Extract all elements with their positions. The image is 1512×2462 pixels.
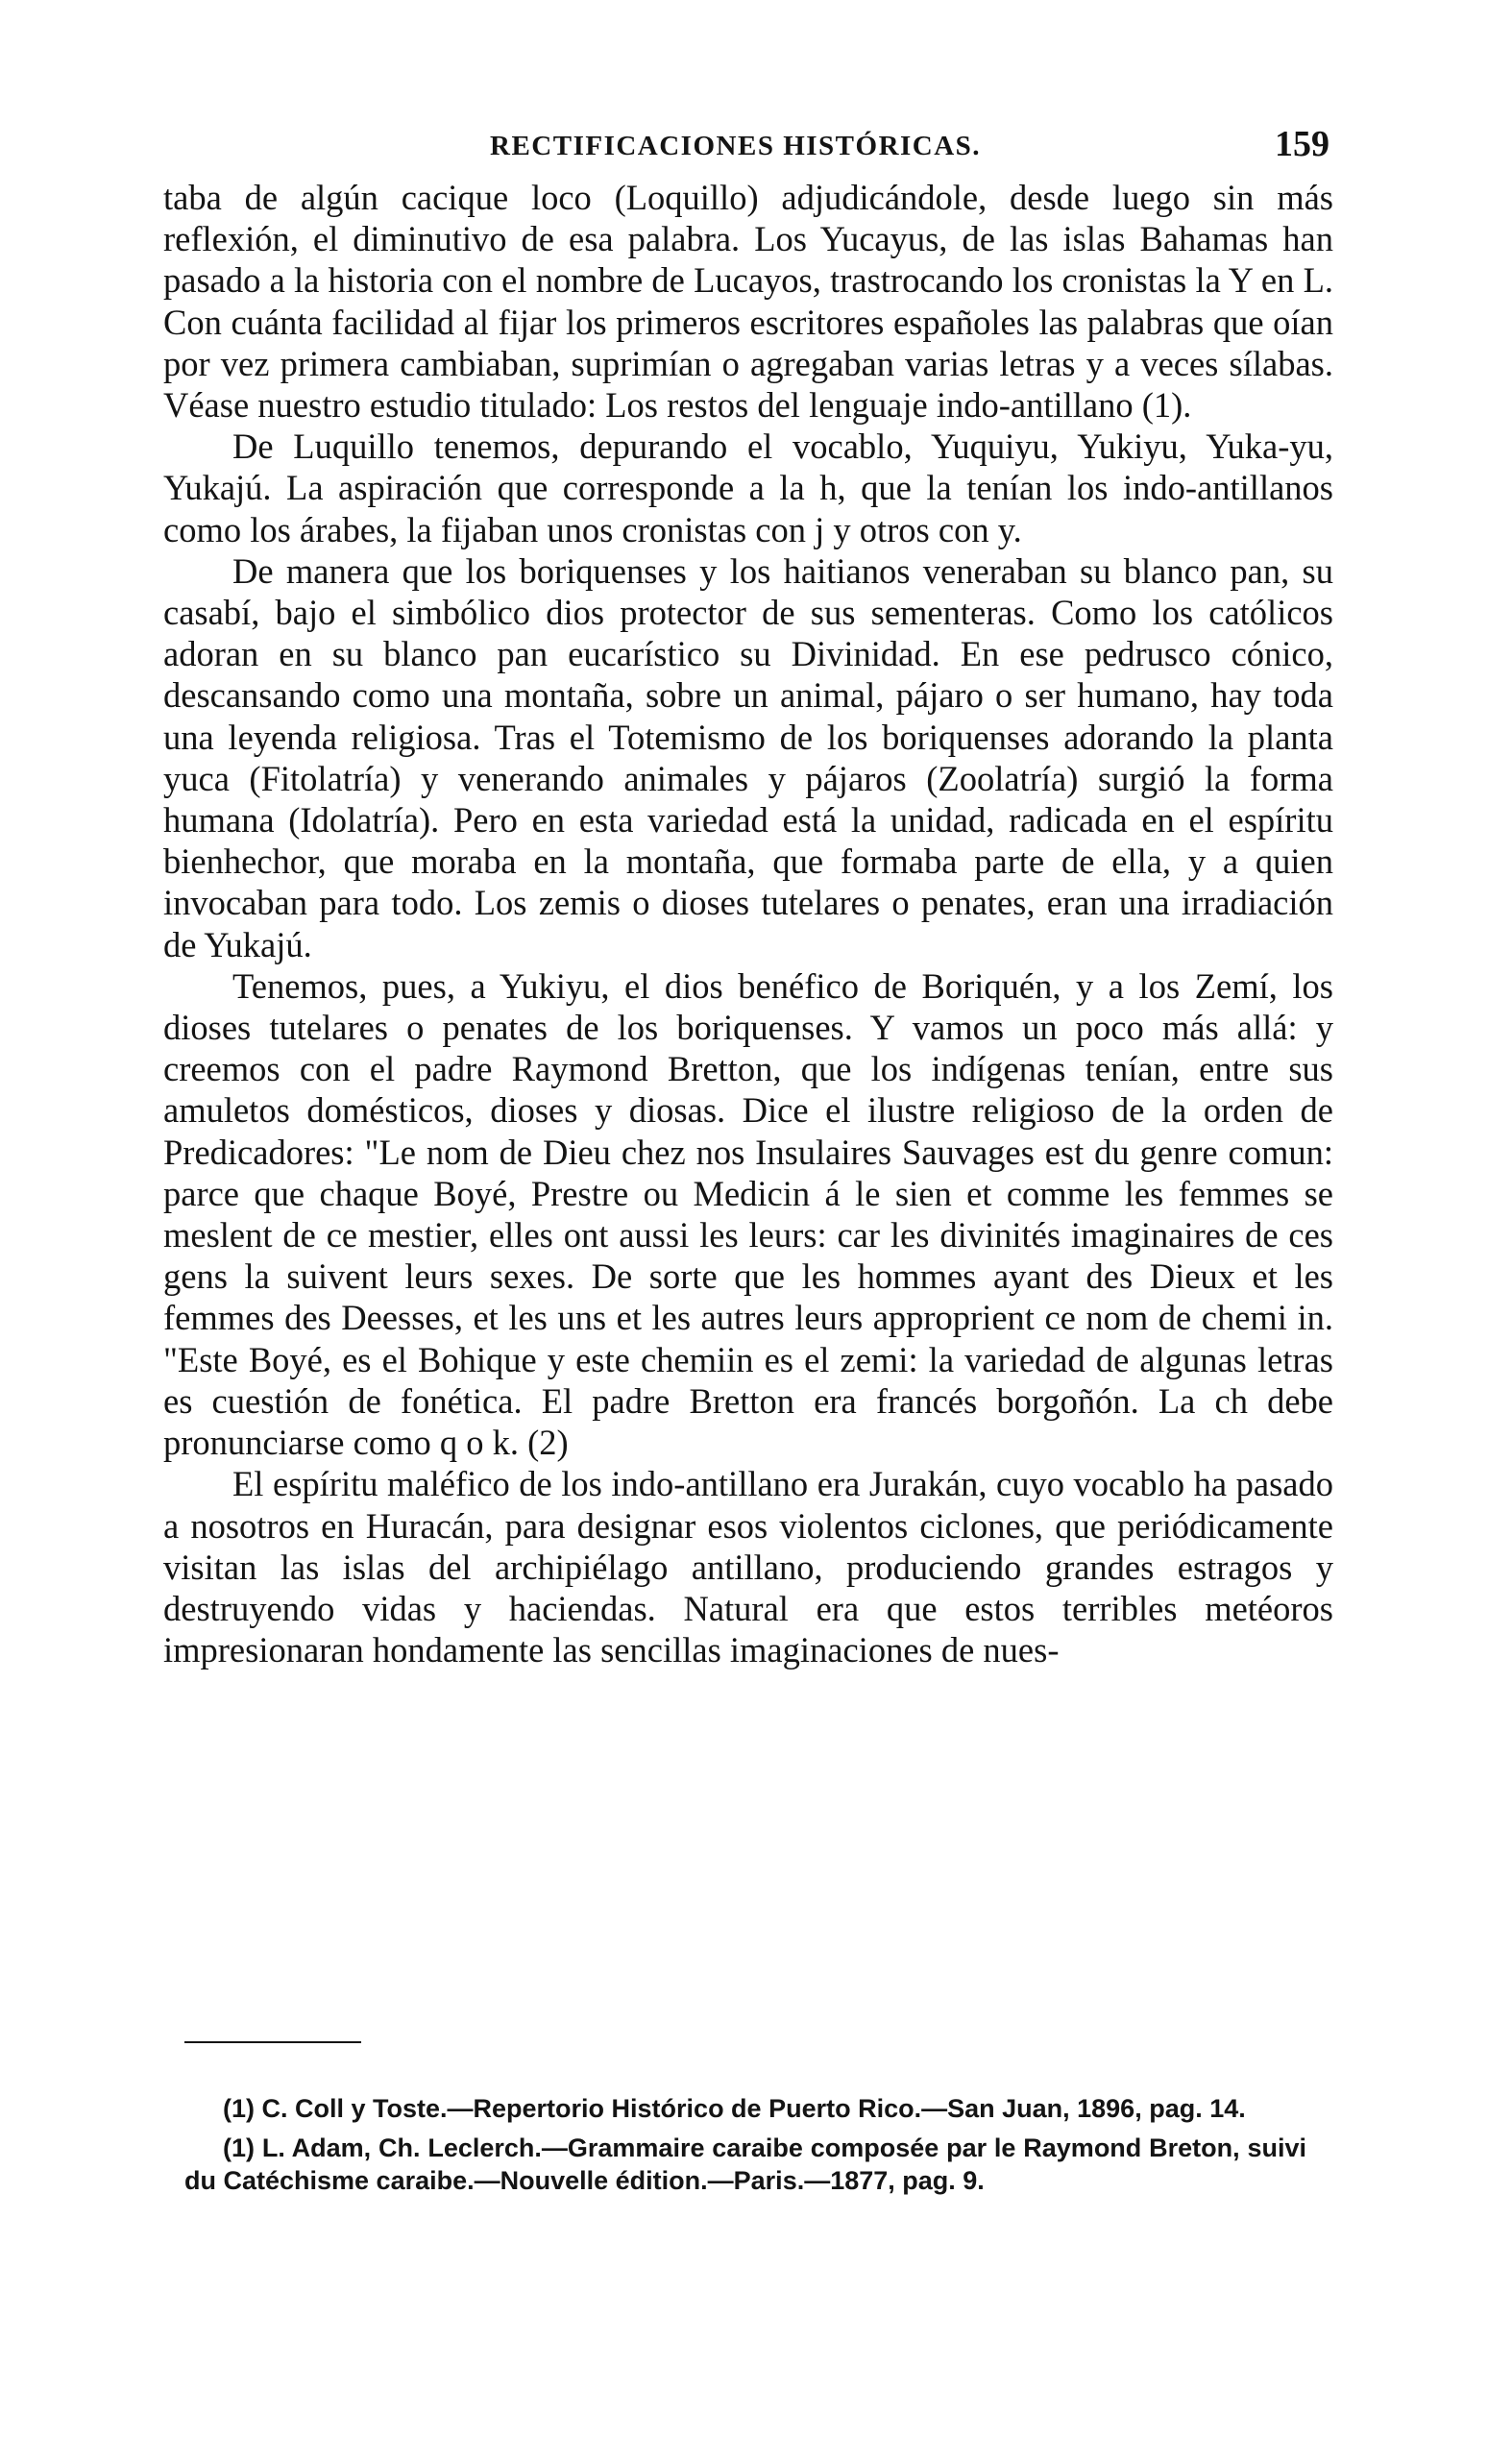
footnote-1: (1) C. Coll y Toste.—Repertorio Histórico de Puerto Rico.—San Juan, 1896, pag. 14. — [223, 2094, 1246, 2123]
paragraph-yukiyu: Tenemos, pues, a Yukiyu, el dios benéfico de Boriquén, y a los Zemí, los dioses tutelares o penates de los boriquenses. Y vamos un poco más allá: y creemos con el padre Raymond Bretton, que los indígenas tenían, entre sus amuletos domésticos, dioses y diosas. Dice el ilustre religioso de la orden de Predicadores: "Le nom de Dieu chez nos Insulaires Sauvages est du genre comun: parce que chaque Boyé, Prestre ou Medicin á le sien et comme les femmes se meslent de ce mestier, elles ont aussi les leurs: car les divinités imaginaires de ces gens la suivent leurs sexes. De sorte que les hommes ayant des Dieux et les femmes des Deesses, et les uns et les autres leurs approprient ce nom de chemi in. "Este Boyé, es el Bohique y este chemiin es el zemi: la variedad de algunas letras es cuestión de fonética. El padre Bretton era francés borgoñón. La ch debe pronunciarse como q o k. (2) — [163, 965, 1333, 1463]
paragraph-continuation: taba de algún cacique loco (Loquillo) adjudicándole, desde luego sin más reflexión, el diminutivo de esa palabra. Los Yucayus, de las islas Bahamas han pasado a la historia con el nombre de Lucayos, trastrocando los cronistas la Y en L. Con cuánta facilidad al fijar los primeros escritores españoles las palabras que oían por vez primera cambiaban, suprimían o agregaban varias letras y a veces sílabas. Véase nuestro estudio titulado: Los restos del lenguaje indo-antillano (1). — [163, 178, 1333, 426]
footnote-2: (1) L. Adam, Ch. Leclerch.—Grammaire caraibe composée par le Raymond Breton, suivi du Catéchisme caraibe.—Nouvelle édition.—Paris.—1877, pag. 9. — [184, 2133, 1306, 2195]
body-text — [163, 177, 1333, 1670]
page-header — [163, 123, 1329, 171]
footnote-divider — [184, 2041, 361, 2043]
paragraph-jurakan: El espíritu maléfico de los indo-antillano era Jurakán, cuyo vocablo ha pasado a nosotros en Huracán, para designar esos violentos ciclones, que periódicamente visitan las islas del archipiélago antillano, produciendo grandes estragos y destruyendo vidas y haciendas. Natural era que estos terribles metéoros impresionaran hondamente las sencillas imaginaciones de nues- — [163, 1464, 1333, 1670]
paragraph-boriquenses: De manera que los boriquenses y los haitianos veneraban su blanco pan, su casabí, bajo el simbólico dios protector de sus sementeras. Como los católicos adoran en su blanco pan eucarístico su Divinidad. En ese pedrusco cónico, descansando como una montaña, sobre un animal, pájaro o ser humano, hay toda una leyenda religiosa. Tras el Totemismo de los boriquenses adorando la planta yuca (Fitolatría) y venerando animales y pájaros (Zoolatría) surgió la forma humana (Idolatría). Pero en esta variedad está la unidad, radicada en el espíritu bienhechor, que moraba en la montaña, que formaba parte de ella, y a quien invocaban para todo. Los zemis o dioses tutelares o penates, eran una irradiación de Yukajú. — [163, 550, 1333, 964]
paragraph-luquillo: De Luquillo tenemos, depurando el vocablo, Yuquiyu, Yukiyu, Yuka-yu, Yukajú. La aspiración que corresponde a la h, que la tenían los indo-antillanos como los árabes, la fijaban unos cronistas con j y otros con y. — [163, 427, 1333, 549]
running-title: RECTIFICACIONES HISTÓRICAS. — [490, 131, 982, 161]
page-number: 159 — [1275, 124, 1329, 164]
footnotes — [184, 2092, 1306, 2204]
